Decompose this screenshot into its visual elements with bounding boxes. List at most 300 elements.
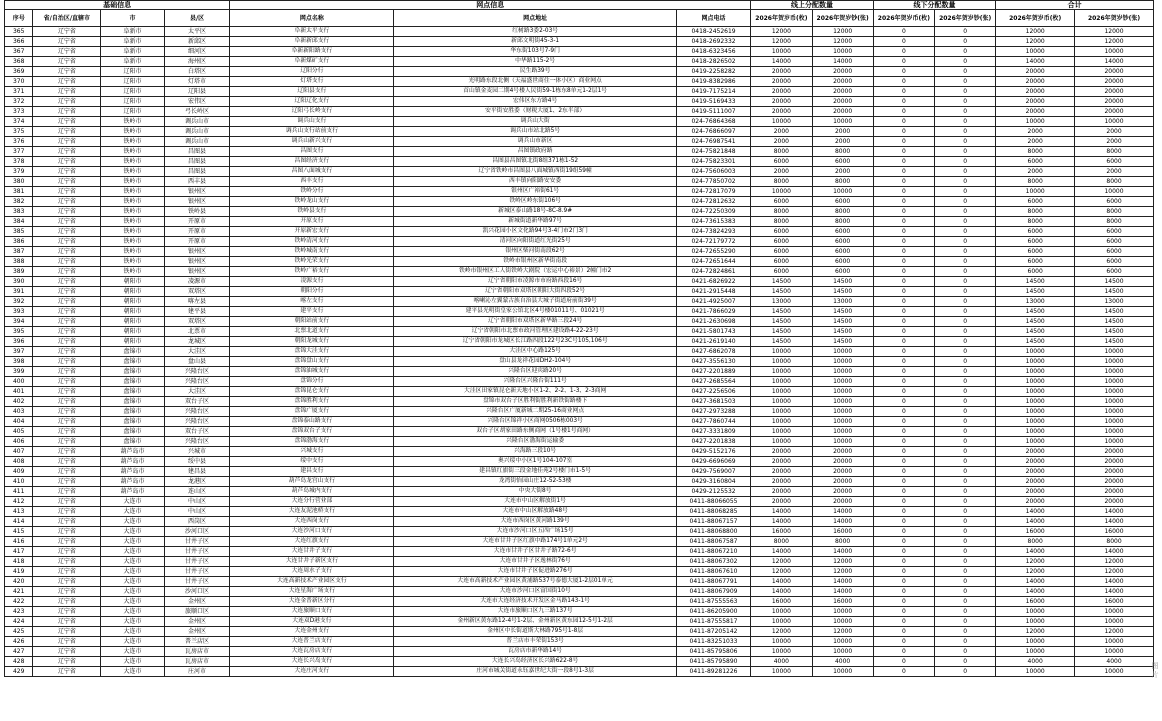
total-note-cell: 10000 [1075, 667, 1154, 677]
province-cell: 辽宁省 [33, 497, 101, 507]
outlet-name-cell: 朝阳站前支行 [230, 317, 394, 327]
online-coin-cell: 20000 [751, 497, 812, 507]
total-note-cell: 20000 [1075, 107, 1154, 117]
city-cell: 盘锦市 [101, 377, 164, 387]
table-row [5, 587, 1154, 597]
offline-coin-cell: 0 [873, 277, 934, 287]
online-note-cell: 10000 [812, 397, 873, 407]
city-cell: 阜新市 [101, 47, 164, 57]
total-coin-cell: 20000 [996, 107, 1075, 117]
total-coin-cell: 2000 [996, 137, 1075, 147]
city-cell: 朝阳市 [101, 277, 164, 287]
online-coin-cell: 14500 [751, 277, 812, 287]
total-note-cell: 20000 [1075, 477, 1154, 487]
county-cell: 大洼区 [164, 387, 230, 397]
online-note-cell: 10000 [812, 387, 873, 397]
online-note-cell: 12000 [812, 567, 873, 577]
outlet-address-cell: 调兵山市站北路5号 [394, 127, 676, 137]
outlet-address-cell: 大连市高新技术产业园区黄浦路537号泰德大厦1-2层01单元 [394, 577, 676, 587]
province-cell: 辽宁省 [33, 267, 101, 277]
offline-note-cell: 0 [935, 67, 996, 77]
phone-cell: 024-75821848 [676, 147, 750, 157]
county-cell: 铁岭县 [164, 207, 230, 217]
online-note-cell: 10000 [812, 407, 873, 417]
outlet-name-cell: 盘锦广厦支行 [230, 407, 394, 417]
city-cell: 铁岭市 [101, 237, 164, 247]
outlet-address-cell: 银州区柴河街南段62号 [394, 247, 676, 257]
province-cell: 辽宁省 [33, 27, 101, 37]
online-coin-cell: 20000 [751, 107, 812, 117]
offline-note-cell: 0 [935, 517, 996, 527]
offline-note-cell: 0 [935, 597, 996, 607]
table-row [5, 117, 1154, 127]
outlet-name-cell: 调兵山新兴支行 [230, 137, 394, 147]
city-cell: 阜新市 [101, 57, 164, 67]
online-coin-cell: 10000 [751, 437, 812, 447]
phone-cell: 0411-83251033 [676, 637, 750, 647]
province-cell: 辽宁省 [33, 317, 101, 327]
offline-note-cell: 0 [935, 167, 996, 177]
phone-cell: 0411-88067157 [676, 517, 750, 527]
group-outlet-info: 网点信息 [230, 1, 751, 10]
total-note-cell: 20000 [1075, 487, 1154, 497]
phone-cell: 024-75823301 [676, 157, 750, 167]
province-cell: 辽宁省 [33, 127, 101, 137]
offline-note-cell: 0 [935, 557, 996, 567]
outlet-address-cell: 兴隆台区渤海街运输委 [394, 437, 676, 447]
online-note-cell: 12000 [812, 27, 873, 37]
offline-note-cell: 0 [935, 197, 996, 207]
seq-cell: 365 [5, 27, 33, 37]
outlet-name-cell: 北票北道支行 [230, 327, 394, 337]
total-note-cell: 8000 [1075, 217, 1154, 227]
outlet-address-cell: 金州区中长街道斯大林路795号1-8层 [394, 627, 676, 637]
city-cell: 辽阳市 [101, 87, 164, 97]
total-coin-cell: 20000 [996, 497, 1075, 507]
total-coin-cell: 8000 [996, 217, 1075, 227]
online-note-cell: 12000 [812, 37, 873, 47]
online-note-cell: 2000 [812, 167, 873, 177]
column-header-row [5, 10, 1154, 27]
seq-cell: 371 [5, 87, 33, 97]
outlet-address-cell: 普兰店市丰荣街153号 [394, 637, 676, 647]
province-cell: 辽宁省 [33, 87, 101, 97]
total-note-cell: 14000 [1075, 507, 1154, 517]
online-coin-cell: 6000 [751, 197, 812, 207]
city-cell: 大连市 [101, 657, 164, 667]
outlet-name-cell: 盘锦胜利支行 [230, 397, 394, 407]
total-note-cell: 10000 [1075, 387, 1154, 397]
outlet-name-cell: 铁岭清河支行 [230, 237, 394, 247]
province-cell: 辽宁省 [33, 207, 101, 217]
table-row [5, 177, 1154, 187]
table-row [5, 487, 1154, 497]
province-cell: 辽宁省 [33, 487, 101, 497]
outlet-address-cell: 建昌镇红旗街三段金地佳苑2号楼门市1-5号 [394, 467, 676, 477]
offline-coin-cell: 0 [873, 67, 934, 77]
offline-coin-cell: 0 [873, 527, 934, 537]
offline-coin-cell: 0 [873, 597, 934, 607]
table-row [5, 507, 1154, 517]
offline-note-cell: 0 [935, 137, 996, 147]
online-coin-cell: 14500 [751, 337, 812, 347]
seq-cell: 377 [5, 147, 33, 157]
offline-coin-cell: 0 [873, 87, 934, 97]
outlet-address-cell: 辽宁省朝阳市双塔区朝阳大街四段52号 [394, 287, 676, 297]
online-coin-cell: 20000 [751, 487, 812, 497]
total-coin-cell: 10000 [996, 607, 1075, 617]
offline-coin-cell: 0 [873, 257, 934, 267]
coin-allocation-sheet [4, 0, 1154, 677]
outlet-address-cell: 大连市甘井子区促进路276号 [394, 567, 676, 577]
outlet-name-cell: 兴城支行 [230, 447, 394, 457]
province-cell: 辽宁省 [33, 417, 101, 427]
phone-cell: 0427-2201889 [676, 367, 750, 377]
table-row [5, 577, 1154, 587]
outlet-address-cell: 中华路115-2号 [394, 57, 676, 67]
city-cell: 大连市 [101, 637, 164, 647]
offline-note-cell: 0 [935, 287, 996, 297]
online-note-cell: 14000 [812, 517, 873, 527]
city-cell: 朝阳市 [101, 327, 164, 337]
offline-coin-cell: 0 [873, 167, 934, 177]
outlet-name-cell: 盘锦渤海支行 [230, 437, 394, 447]
seq-cell: 416 [5, 537, 33, 547]
seq-cell: 383 [5, 207, 33, 217]
outlet-address-cell: 昌图县昌图镇北街8组371栋1-52 [394, 157, 676, 167]
county-cell: 调兵山市 [164, 137, 230, 147]
outlet-address-cell: 大连市中山区解放路48号 [394, 507, 676, 517]
total-note-cell: 10000 [1075, 647, 1154, 657]
outlet-name-cell: 辽阳弓长岭支行 [230, 107, 394, 117]
total-coin-cell: 20000 [996, 77, 1075, 87]
outlet-name-cell: 大连双D港支行 [230, 617, 394, 627]
phone-cell: 0411-89281226 [676, 667, 750, 677]
city-cell: 大连市 [101, 577, 164, 587]
offline-note-cell: 0 [935, 497, 996, 507]
total-coin-cell: 12000 [996, 557, 1075, 567]
online-coin-cell: 10000 [751, 667, 812, 677]
outlet-name-cell: 大连金普新区分行 [230, 597, 394, 607]
outlet-address-cell: 辽宁省铁岭市昌图县八面城镇西街19组59幢 [394, 167, 676, 177]
phone-cell: 0421-5801743 [676, 327, 750, 337]
offline-note-cell: 0 [935, 307, 996, 317]
province-cell: 辽宁省 [33, 177, 101, 187]
total-note-cell: 10000 [1075, 607, 1154, 617]
table-row [5, 67, 1154, 77]
phone-cell: 0421-6826922 [676, 277, 750, 287]
online-note-cell: 10000 [812, 187, 873, 197]
online-coin-cell: 14000 [751, 57, 812, 67]
province-cell: 辽宁省 [33, 587, 101, 597]
city-cell: 盘锦市 [101, 397, 164, 407]
outlet-address-cell: 龙湾街怡园山庄12-52-53楼 [394, 477, 676, 487]
outlet-address-cell: 兴隆台区迎宾路20号 [394, 367, 676, 377]
online-coin-cell: 20000 [751, 457, 812, 467]
watermark-mark: 图片 [1151, 662, 1159, 679]
outlet-address-cell: 民生路39号 [394, 67, 676, 77]
total-coin-cell: 14000 [996, 507, 1075, 517]
county-cell: 中山区 [164, 507, 230, 517]
total-note-cell: 20000 [1075, 467, 1154, 477]
table-row [5, 457, 1154, 467]
phone-cell: 024-76866097 [676, 127, 750, 137]
province-cell: 辽宁省 [33, 467, 101, 477]
total-coin-cell: 14500 [996, 337, 1075, 347]
offline-coin-cell: 0 [873, 57, 934, 67]
offline-note-cell: 0 [935, 97, 996, 107]
online-note-cell: 6000 [812, 227, 873, 237]
county-cell: 甘井子区 [164, 557, 230, 567]
phone-cell: 0427-3556130 [676, 357, 750, 367]
total-note-cell: 14000 [1075, 577, 1154, 587]
phone-cell: 0419-2258282 [676, 67, 750, 77]
offline-note-cell: 0 [935, 187, 996, 197]
seq-cell: 400 [5, 377, 33, 387]
online-coin-cell: 6000 [751, 237, 812, 247]
online-note-cell: 20000 [812, 107, 873, 117]
outlet-address-cell: 西丰镇向阳路安安委 [394, 177, 676, 187]
province-cell: 辽宁省 [33, 377, 101, 387]
seq-cell: 382 [5, 197, 33, 207]
table-row [5, 47, 1154, 57]
total-note-cell: 6000 [1075, 157, 1154, 167]
total-coin-cell: 4000 [996, 657, 1075, 667]
outlet-name-cell: 大连西岗支行 [230, 517, 394, 527]
province-cell: 辽宁省 [33, 167, 101, 177]
offline-note-cell: 0 [935, 317, 996, 327]
seq-cell: 391 [5, 287, 33, 297]
total-coin-cell: 13000 [996, 297, 1075, 307]
offline-coin-cell: 0 [873, 227, 934, 237]
outlet-address-cell: 辽宁省朝阳市龙城区长江路四段122号23C号105,106号 [394, 337, 676, 347]
outlet-address-cell: 大洼区田家镇昆仑新天地小区1-2、2-2、1-3、2-3商网 [394, 387, 676, 397]
online-note-cell: 14000 [812, 587, 873, 597]
phone-cell: 0427-3331809 [676, 427, 750, 437]
offline-coin-cell: 0 [873, 367, 934, 377]
offline-note-cell: 0 [935, 417, 996, 427]
online-coin-cell: 12000 [751, 27, 812, 37]
outlet-address-cell: 辽宁省朝阳市凌源市市府路西段16号 [394, 277, 676, 287]
outlet-address-cell: 大连市中山区解放街1号 [394, 497, 676, 507]
county-cell: 细河区 [164, 47, 230, 57]
table-row [5, 607, 1154, 617]
city-cell: 铁岭市 [101, 217, 164, 227]
offline-note-cell: 0 [935, 567, 996, 577]
seq-cell: 376 [5, 137, 33, 147]
province-cell: 辽宁省 [33, 537, 101, 547]
outlet-address-cell: 辽宁省朝阳市北票市政河管理区建设路4-22-23号 [394, 327, 676, 337]
online-note-cell: 20000 [812, 67, 873, 77]
total-coin-cell: 14500 [996, 317, 1075, 327]
phone-cell: 0411-88067791 [676, 577, 750, 587]
phone-cell: 0419-7175214 [676, 87, 750, 97]
total-note-cell: 20000 [1075, 457, 1154, 467]
table-row [5, 287, 1154, 297]
phone-cell: 024-72651644 [676, 257, 750, 267]
online-coin-cell: 20000 [751, 467, 812, 477]
city-cell: 铁岭市 [101, 117, 164, 127]
outlet-address-cell: 大连市西岗区黄河路139号 [394, 517, 676, 527]
table-row [5, 137, 1154, 147]
city-cell: 盘锦市 [101, 427, 164, 437]
total-note-cell: 10000 [1075, 397, 1154, 407]
offline-note-cell: 0 [935, 27, 996, 37]
offline-note-cell: 0 [935, 507, 996, 517]
online-note-cell: 10000 [812, 647, 873, 657]
offline-coin-cell: 0 [873, 107, 934, 117]
total-coin-cell: 12000 [996, 567, 1075, 577]
online-coin-cell: 10000 [751, 647, 812, 657]
province-cell: 辽宁省 [33, 507, 101, 517]
county-cell: 银州区 [164, 197, 230, 207]
outlet-name-cell: 盘锦分行 [230, 377, 394, 387]
county-cell: 调兵山市 [164, 117, 230, 127]
province-cell: 辽宁省 [33, 637, 101, 647]
county-cell: 中山区 [164, 497, 230, 507]
outlet-address-cell: 大连长兴岛经济区长兴路622-8号 [394, 657, 676, 667]
total-coin-cell: 6000 [996, 257, 1075, 267]
province-cell: 辽宁省 [33, 567, 101, 577]
province-cell: 辽宁省 [33, 447, 101, 457]
city-cell: 铁岭市 [101, 197, 164, 207]
offline-coin-cell: 0 [873, 47, 934, 57]
table-row [5, 87, 1154, 97]
offline-coin-cell: 0 [873, 157, 934, 167]
province-cell: 辽宁省 [33, 157, 101, 167]
offline-coin-cell: 0 [873, 387, 934, 397]
online-coin-cell: 14500 [751, 287, 812, 297]
city-cell: 阜新市 [101, 37, 164, 47]
online-coin-cell: 20000 [751, 67, 812, 77]
online-coin-cell: 6000 [751, 247, 812, 257]
county-cell: 银州区 [164, 257, 230, 267]
table-row [5, 327, 1154, 337]
county-cell: 调兵山市 [164, 127, 230, 137]
offline-note-cell: 0 [935, 587, 996, 597]
total-note-cell: 10000 [1075, 417, 1154, 427]
offline-note-cell: 0 [935, 127, 996, 137]
phone-cell: 0429-3160804 [676, 477, 750, 487]
online-note-cell: 14000 [812, 577, 873, 587]
province-cell: 辽宁省 [33, 77, 101, 87]
city-cell: 盘锦市 [101, 387, 164, 397]
table-row [5, 627, 1154, 637]
online-note-cell: 6000 [812, 237, 873, 247]
outlet-address-cell: 中央大街8号 [394, 487, 676, 497]
offline-coin-cell: 0 [873, 667, 934, 677]
table-row [5, 157, 1154, 167]
total-note-cell: 2000 [1075, 127, 1154, 137]
total-coin-cell: 12000 [996, 37, 1075, 47]
offline-coin-cell: 0 [873, 117, 934, 127]
outlet-name-cell: 大连甘井子支行 [230, 547, 394, 557]
seq-cell: 428 [5, 657, 33, 667]
city-cell: 大连市 [101, 497, 164, 507]
offline-note-cell: 0 [935, 257, 996, 267]
column-header-col-province: 省/自治区/直辖市 [33, 10, 101, 27]
total-note-cell: 10000 [1075, 407, 1154, 417]
phone-cell: 0411-88067610 [676, 567, 750, 577]
total-note-cell: 6000 [1075, 197, 1154, 207]
online-note-cell: 16000 [812, 527, 873, 537]
county-cell: 兴城市 [164, 447, 230, 457]
province-cell: 辽宁省 [33, 527, 101, 537]
outlet-name-cell: 盘锦盘山支行 [230, 357, 394, 367]
total-coin-cell: 6000 [996, 247, 1075, 257]
seq-cell: 408 [5, 457, 33, 467]
seq-cell: 367 [5, 47, 33, 57]
seq-cell: 421 [5, 587, 33, 597]
offline-note-cell: 0 [935, 627, 996, 637]
outlet-name-cell: 大连沙河口支行 [230, 527, 394, 537]
total-note-cell: 10000 [1075, 367, 1154, 377]
seq-cell: 399 [5, 367, 33, 377]
online-note-cell: 6000 [812, 257, 873, 267]
phone-cell: 024-72824861 [676, 267, 750, 277]
province-cell: 辽宁省 [33, 347, 101, 357]
online-note-cell: 12000 [812, 557, 873, 567]
column-header-col-outlet-address: 网点地址 [394, 10, 676, 27]
city-cell: 辽阳市 [101, 97, 164, 107]
total-note-cell: 16000 [1075, 527, 1154, 537]
total-note-cell: 6000 [1075, 247, 1154, 257]
county-cell: 银州区 [164, 187, 230, 197]
column-header-col-online-coin: 2026年贺岁币(枚) [751, 10, 812, 27]
table-row [5, 667, 1154, 677]
seq-cell: 369 [5, 67, 33, 77]
total-note-cell: 6000 [1075, 227, 1154, 237]
phone-cell: 0411-87555817 [676, 617, 750, 627]
online-coin-cell: 8000 [751, 207, 812, 217]
seq-cell: 418 [5, 557, 33, 567]
total-note-cell: 2000 [1075, 167, 1154, 177]
phone-cell: 0427-2685564 [676, 377, 750, 387]
offline-coin-cell: 0 [873, 417, 934, 427]
online-note-cell: 14500 [812, 317, 873, 327]
online-coin-cell: 20000 [751, 97, 812, 107]
phone-cell: 024-72655290 [676, 247, 750, 257]
outlet-name-cell: 铁岭分行 [230, 187, 394, 197]
outlet-address-cell: 光明路东段北侧（天福盛世商住一体小区）商业网点 [394, 77, 676, 87]
table-row [5, 417, 1154, 427]
table-row [5, 387, 1154, 397]
city-cell: 葫芦岛市 [101, 457, 164, 467]
outlet-address-cell: 大连市大连经济技术开发区金马路143-1号 [394, 597, 676, 607]
column-header-col-seq: 序号 [5, 10, 33, 27]
table-row [5, 377, 1154, 387]
outlet-address-cell: 宏伟区东方路4号 [394, 97, 676, 107]
city-cell: 大连市 [101, 667, 164, 677]
phone-cell: 0411-88067909 [676, 587, 750, 597]
seq-cell: 374 [5, 117, 33, 127]
total-coin-cell: 10000 [996, 347, 1075, 357]
outlet-address-cell: 盘锦市双台子区胜利街胜利新铁街路楼下 [394, 397, 676, 407]
seq-cell: 429 [5, 667, 33, 677]
online-coin-cell: 8000 [751, 177, 812, 187]
table-row [5, 537, 1154, 547]
online-coin-cell: 2000 [751, 137, 812, 147]
group-header-row [5, 1, 1154, 10]
offline-coin-cell: 0 [873, 217, 934, 227]
total-note-cell: 6000 [1075, 257, 1154, 267]
outlet-name-cell: 朝阳分行 [230, 287, 394, 297]
online-note-cell: 8000 [812, 147, 873, 157]
column-header-col-outlet-name: 网点名称 [230, 10, 394, 27]
online-coin-cell: 6000 [751, 267, 812, 277]
table-row [5, 297, 1154, 307]
online-coin-cell: 20000 [751, 77, 812, 87]
